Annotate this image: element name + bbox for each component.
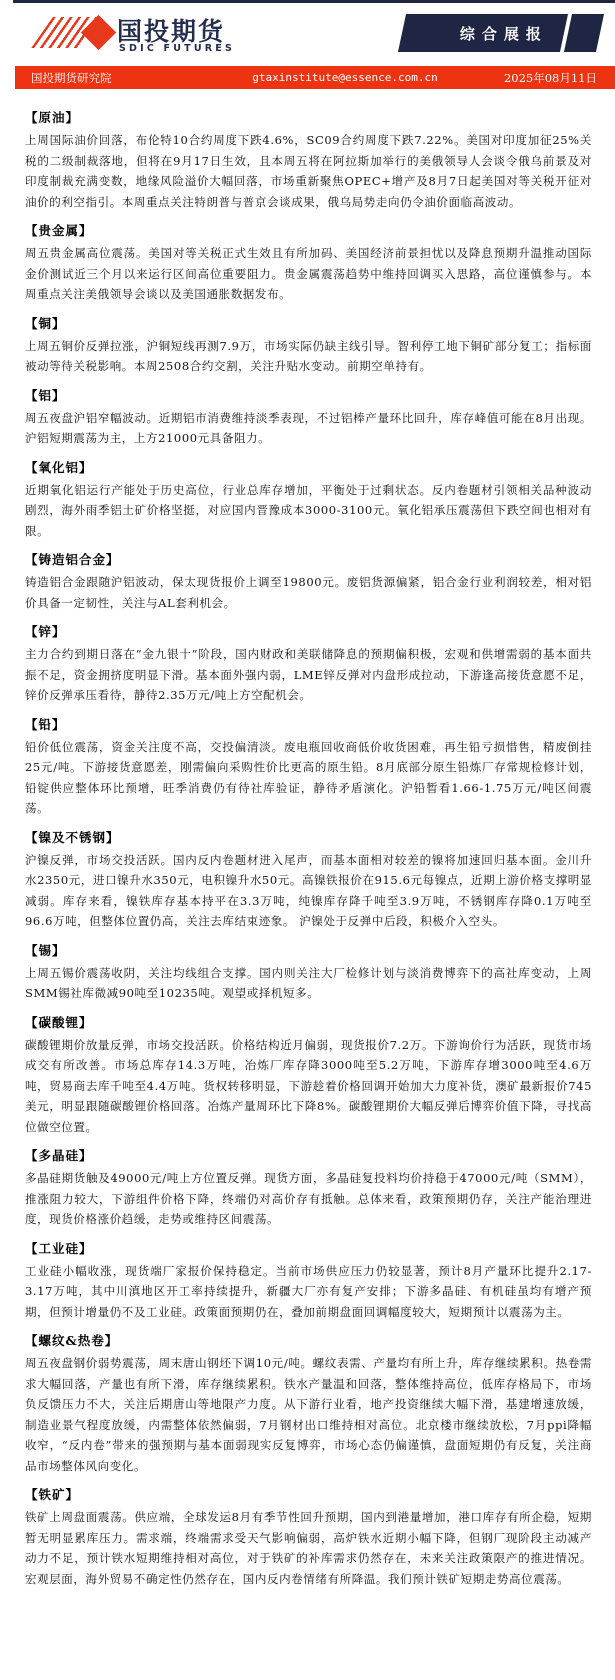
section-title: 【铸造铝合金】 <box>25 552 120 567</box>
info-banner <box>15 66 615 89</box>
section-title: 【铜】 <box>25 315 66 331</box>
section-body: 多晶硅期货触及49000元/吨上方位置反弹。现货方面，多晶硅复投料均价持稳于47000元/吨（SMM），推涨阻力较大，下游组件价格下降，终端仍对高价存有抵触。总体来看，政策预期仍存，关注产能治理进度，现货价格涨价趋缓，走势或维持区间震荡。 <box>25 1171 592 1226</box>
contact-email: gtaxinstitute@essence.com.cn <box>252 71 438 84</box>
section-alumina <box>25 458 592 542</box>
section-title: 【铅】 <box>25 716 66 732</box>
section-aluminum <box>25 386 592 449</box>
report-date: 2025年08月11日 <box>503 70 597 85</box>
section-title: 【氧化铝】 <box>25 459 93 475</box>
section-title: 【螺纹&热卷】 <box>25 1333 119 1348</box>
section-zinc <box>25 622 592 706</box>
section-body: 周五夜盘沪铝窄幅波动。近期铝市消费维持淡季表现，不过铝棒产量环比回升，库存峰值可能在8月出现。沪铝短期震荡为主，上方21000元具备阻力。 <box>25 410 592 445</box>
section-title: 【工业硅】 <box>25 1240 93 1256</box>
section-title: 【原油】 <box>25 110 80 125</box>
report-content <box>0 100 615 1598</box>
section-iron-ore <box>25 1485 592 1589</box>
badge-slash-icon <box>560 14 572 52</box>
section-body: 主力合约到期日落在“金九银十”阶段，国内财政和美联储降息的预期偏积极，宏观和供增需弱的基本面共振不足，资金拥挤度明显下滑。基本面外强内弱，LME锌反弹对内盘形成拉动，下游逢高接货意愿不足，锌价反弹承压看待，静待2.35万元/吨上方空配机会。 <box>25 647 592 702</box>
section-body: 周五夜盘钢价弱势震荡，周末唐山钢坯下调10元/吨。螺纹表需、产量均有所上升，库存继续累积。热卷需求大幅回落，产量也有所下滑，库存继续累积。铁水产量温和回落，整体维持高位，低库存格局下，市场负反馈压力不大，关注后期唐山等地限产力度。从下游行业看，地产投资继续大幅下滑，基建增速放缓，制造业景气程度放缓，内需整体依然偏弱，7月钢材出口维持相对高位。北京楼市继续放松，7月ppi降幅收窄，“反内卷”带来的强预期与基本面弱现实反复博弈，市场心态仍偏谨慎，盘面短期仍有反复，关注商品市场整体风向变化。 <box>25 1356 592 1473</box>
section-title: 【镍及不锈钢】 <box>25 829 120 845</box>
section-lithium-carbonate <box>25 1013 592 1138</box>
section-title: 【铁矿】 <box>25 1487 80 1502</box>
top-divider <box>13 0 615 3</box>
section-title: 【锡】 <box>25 942 66 958</box>
brand-name-en: SDIC FUTURES <box>119 43 235 54</box>
section-body: 沪镍反弹，市场交投活跃。国内反内卷题材进入尾声，而基本面相对较差的镍将加速回归基本面。金川升水2350元，进口镍升水350元，电积镍升水50元。高镍铁报价在915.6元每镍点，近期上游价格支撑明显减弱。库存来看，镍铁库存基本持平在3.3万吨，纯镍库存降千吨至3.9万吨，不锈钢库存降0.1万吨至96.6万吨，但整体位置仍高，关注去库结束迹象。 沪镍处于反弹中后段，积极介入空头。 <box>25 852 592 928</box>
section-rebar-hrc <box>25 1331 592 1476</box>
section-body: 上周国际油价回落，布伦特10合约周度下跌4.6%，SC09合约周度下跌7.22%。美国对印度加征25%关税的二级制裁落地，但将在9月17日生效，且本周五将在阿拉斯加举行的美俄领导人会谈令俄乌前景及对印度制裁充满变数，地缘风险溢价大幅回落，市场重新聚焦OPEC+增产及8月7日起美国对等关税开征对油价的利空指引。本周重点关注特朗普与普京会谈成果，俄乌局势走向仍令油价面临高波动。 <box>25 133 592 209</box>
section-body: 周五贵金属高位震荡。美国对等关税正式生效且有所加码、美国经济前景担忧以及降息预期升温推动国际金价测试近三个月以来运行区间高位重要阻力。贵金属震荡趋势中维持回调买入思路，高位谨慎参与。本周重点关注美俄领导会谈以及美国通胀数据发布。 <box>25 246 592 301</box>
section-title: 【锌】 <box>25 624 66 639</box>
section-title: 【铝】 <box>25 387 66 403</box>
section-body: 碳酸锂期价放量反弹，市场交投活跃。价格结构近月偏弱，现货报价7.2万。下游询价行为活跃，现货市场成交有所改善。市场总库存14.3万吨，冶炼厂库存降3000吨至5.2万吨，下游库存增3000吨至4.6万吨，贸易商去库千吨至4.4万吨。货权转移明显，下游趁着价格回调开始加大力度补货，澳矿最新报价745美元，明显跟随碳酸锂价格回落。冶炼产量周环比下降8%。碳酸锂期价大幅反弹后博弈价值下降，寻找高位做空位置。 <box>25 1037 592 1134</box>
section-body: 铸造铝合金跟随沪铝波动，保太现货报价上调至19800元。废铝货源偏紧，铝合金行业利润较差，相对铝价具备一定韧性，关注与AL套利机会。 <box>25 575 592 610</box>
section-cast-aluminum-alloy <box>25 550 592 613</box>
section-title: 【多晶硅】 <box>25 1148 93 1163</box>
section-title: 【贵金属】 <box>25 223 93 238</box>
institute-name: 国投期货研究院 <box>31 70 112 85</box>
section-title: 【碳酸锂】 <box>25 1014 93 1030</box>
section-body: 近期氧化铝运行产能处于历史高位，行业总库存增加，平衡处于过剩状态。反内卷题材引领相关品种波动剧烈，海外雨季铝土矿价格坚挺，对应国内晋豫成本3000-3100元。氧化铝承压震荡但下跌空间也相对有限。 <box>25 482 592 538</box>
section-nickel-stainless <box>25 828 592 932</box>
section-body: 上周五铜价反弹拉涨，沪铜短线再测7.9万，市场实际仍缺主线引导。智利停工地下铜矿部分复工；指标面被动等待关税影响。本周2508合约交割，关注升贴水变动。前期空单持有。 <box>25 338 592 373</box>
brand-name-cn: 国投期货 <box>117 17 226 46</box>
section-body: 铁矿上周盘面震荡。供应端，全球发运8月有季节性回升预期，国内到港量增加，港口库存有所企稳，短期暂无明显累库压力。需求端，终端需求受天气影响偏弱，高炉铁水近期小幅下降，但钢厂现阶段主动减产动力不足，预计铁水短期维持相对高位，对于铁矿的补库需求仍然存在，未来关注政策限产的推进情况。宏观层面，海外贸易不确定性仍然存在，国内反内卷情绪有所降温。我们预计铁矿短期走势高位震荡。 <box>25 1510 592 1586</box>
section-tin <box>25 941 592 1004</box>
section-copper <box>25 314 592 377</box>
section-polysilicon <box>25 1146 592 1230</box>
section-body: 上周五锡价震荡收阴，关注均线组合支撑。国内则关注大厂检修计划与淡消费博弈下的高社库变动，上周SMM锡社库微减90吨至10235吨。观望或择机短多。 <box>25 965 592 1000</box>
section-crude-oil <box>25 108 592 212</box>
section-body: 铅价低位震荡，资金关注度不高，交投偏清淡。废电瓶回收商低价收货困难，再生铅亏损惜售，精废倒挂25元/吨。下游接货意愿差，刚需偏向采购性价比更高的原生铅。8月底部分原生铅炼厂存常规检修计划，铅锭供应整体环比预增，旺季消费仍有待社库验证，静待矛盾演化。沪铅暂看1.66-1.75万元/吨区间震荡。 <box>25 739 592 815</box>
section-industrial-silicon <box>25 1239 592 1323</box>
report-type-badge <box>398 14 604 52</box>
section-precious-metals <box>25 221 592 305</box>
report-type-label: 综合展报 <box>460 24 549 43</box>
section-lead <box>25 715 592 819</box>
section-body: 工业硅小幅收涨，现货端厂家报价保持稳定。当前市场供应压力仍较显著，预计8月产量环比提升2.17-3.17万吨，其中川滇地区开工率持续提升，新疆大厂亦有复产安排；下游多晶硅、有机硅虽均有增产预期，但预计增量仍不及工业硅。政策面预期仍在，叠加前期盘面回调幅度较大，短期预计以震荡为主。 <box>25 1263 592 1319</box>
